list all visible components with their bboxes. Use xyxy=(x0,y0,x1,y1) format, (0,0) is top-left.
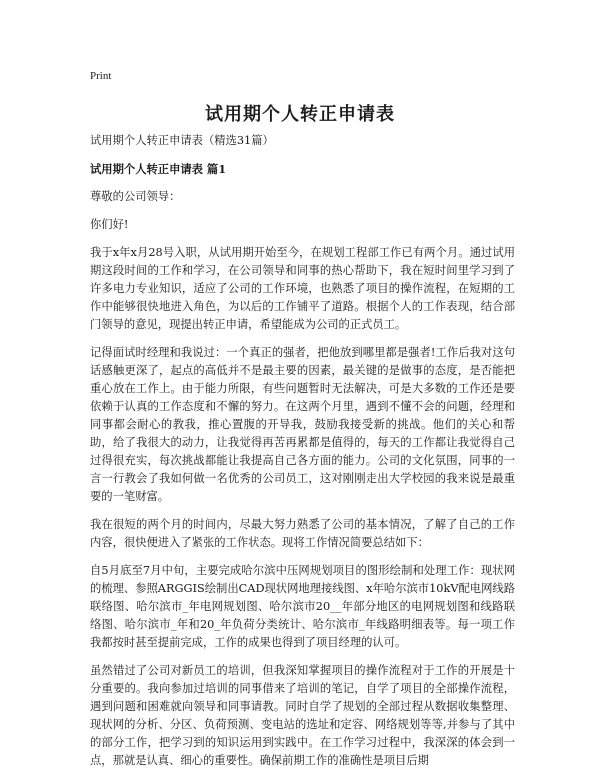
body-paragraph: 记得面试时经理和我说过：一个真正的强者，把他放到哪里都是强者!工作后我对这句话感触更深了，起点的高低并不是最主要的因素，最关键的是做事的态度，是否能把重心放在工作上。由于能力所限，有些问题暂时无法解决，可是大多数的工作还是要依赖于认真的工作态度和不懈的努力。在这两个月里，遇到不懂不会的问题，经理和同事都会耐心的教我，推心置腹的开导我，鼓励我接受新的挑战。他们的关心和帮助，给了我很大的动力，让我觉得再苦再累都是值得的，每天的工作都让我觉得自己过得很充实，每次挑战都能让我提高自己各方面的能力。公司的文化氛围，同事的一言一行教会了我如何做一名优秀的公司员工，这对刚刚走出大学校园的我来说是最重要的一笔财富。 xyxy=(90,346,515,503)
body-paragraph: 自5月底至7月中旬，主要完成哈尔滨中压网规划项目的图形绘制和处理工作：现状网的梳理、参照ARGGIS绘制出CAD现状网地理接线图、x年哈尔滨市10kV配电网线路联络图、哈尔滨市_年电网规划图、哈尔滨市20__年部分地区的电网规划图和线路联络图、哈尔滨市_年和20_年负荷分类统计、哈尔滨市_年线路明细表等。每一项工作我都按时甚至提前完成，工作的成果也得到了项目经理的认可。 xyxy=(90,564,515,649)
body-paragraph: 虽然错过了公司对新员工的培训，但我深知掌握项目的操作流程对于工作的开展是十分重要的。我向参加过培训的同事借来了培训的笔记，自学了项目的全部操作流程，遇到问题和困难就向领导和同事请教。同时自学了规划的全部过程从数据收集整理、现状网的分析、分区、负荷预测、变电站的选址和定容、网络规划等等,并参与了其中的部分工作，把学习到的知识运用到实践中。在工作学习过程中，我深深的体会到一点，那就是认真、细心的重要性。确保前期工作的准确性是项目后期 xyxy=(90,664,515,767)
section-heading: 试用期个人转正申请表 篇1 xyxy=(90,162,227,176)
salutation: 尊敬的公司领导： xyxy=(90,190,181,203)
page-title: 试用期个人转正申请表 xyxy=(205,104,395,125)
greeting: 你们好! xyxy=(90,218,129,231)
document-subtitle: 试用期个人转正申请表（精选31篇） xyxy=(90,134,274,147)
body-paragraph: 我在很短的两个月的时间内，尽最大努力熟悉了公司的基本情况，了解了自己的工作内容，很快便进入了紧张的工作状态。现将工作情况简要总结如下： xyxy=(90,518,515,549)
print-link[interactable]: Print xyxy=(90,70,112,82)
document-body xyxy=(90,132,515,780)
body-paragraph: 我于x年x月28号入职，从试用期开始至今，在规划工程部工作已有两个月。通过试用期这段时间的工作和学习，在公司领导和同事的热心帮助下，我在短时间里学习到了许多电力专业知识，适应了公司的工作环境，也熟悉了项目的操作流程，在短期的工作中能够很快地进入角色，为以后的工作铺平了道路。根据个人的工作表现，结合部门领导的意见，现提出转正申请，希望能成为公司的正式员工。 xyxy=(90,246,515,331)
